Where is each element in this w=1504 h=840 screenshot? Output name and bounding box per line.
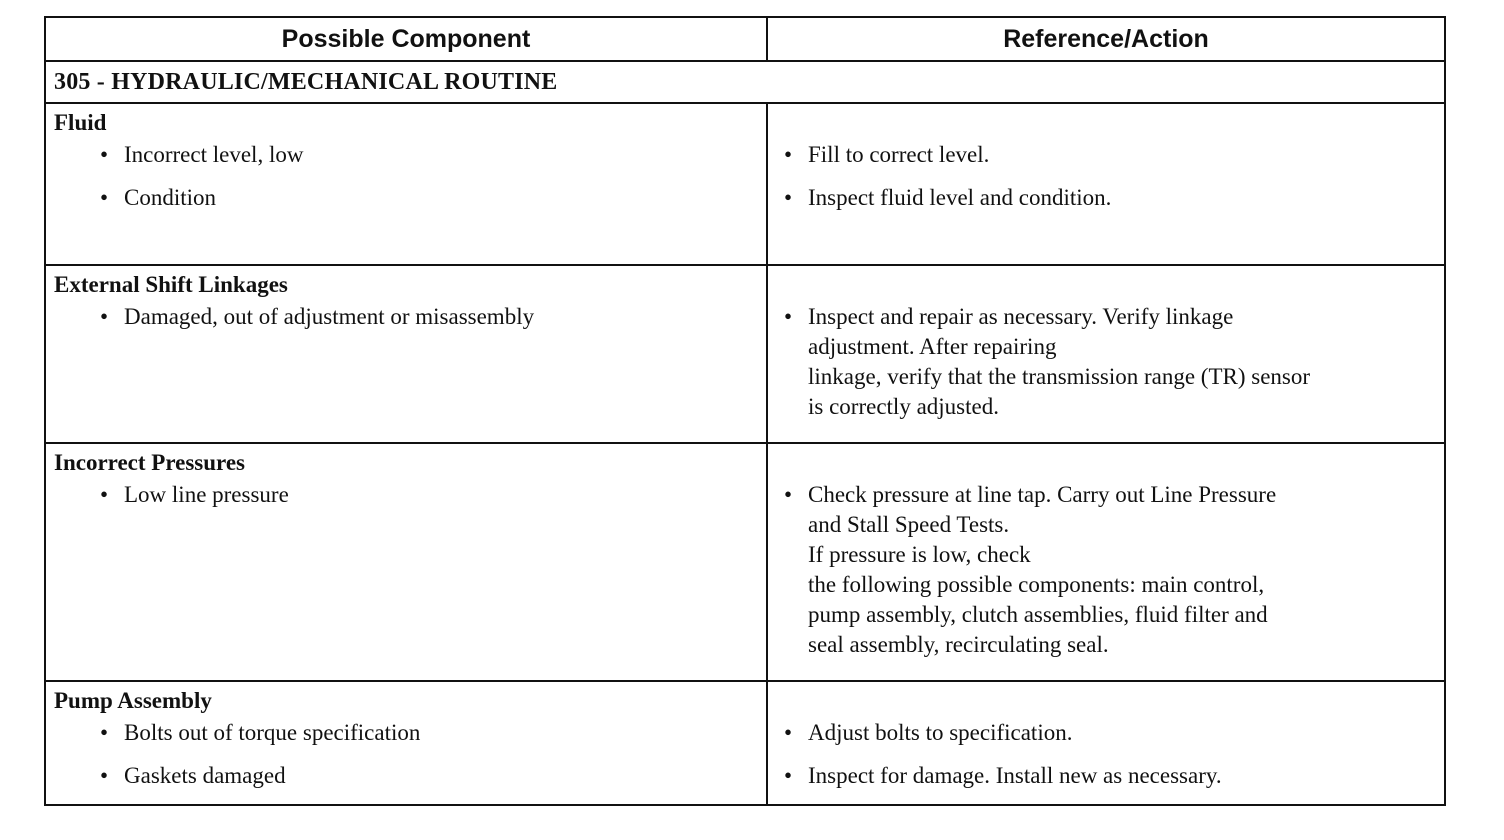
action-text: Inspect and repair as necessary. Verify linkage adjustment. After repairing linkage, verify that the transmission range (TR) sensor is correctly adjusted.: [808, 304, 1311, 419]
action-list: [768, 302, 1444, 422]
table-row: [45, 103, 1445, 265]
action-text: Check pressure at line tap. Carry out Line Pressure and Stall Speed Tests. If pressure is low, check the following possible components: main control, pump assembly, clutch assemblies, fluid filter and seal assembly, recirculating seal.: [808, 482, 1277, 657]
column-header-action: Reference/Action: [767, 17, 1445, 61]
bullet-icon: •: [784, 720, 793, 745]
table-header-row: [45, 17, 1445, 61]
group-title: Incorrect Pressures: [54, 450, 245, 475]
list-item: [46, 140, 766, 170]
bullet-icon: •: [784, 142, 793, 167]
component-list: [46, 140, 766, 213]
bullet-icon: •: [100, 304, 109, 329]
action-list: [768, 480, 1444, 660]
component-list: [46, 718, 766, 791]
table-row: [45, 681, 1445, 805]
routine-row: [45, 61, 1445, 103]
component-text: Bolts out of torque specification: [124, 720, 421, 745]
bullet-icon: •: [784, 763, 793, 788]
table-row: [45, 265, 1445, 443]
action-text: Fill to correct level.: [808, 142, 990, 167]
component-text: Condition: [124, 185, 217, 210]
list-item: [46, 183, 766, 213]
list-item: [768, 761, 1444, 791]
list-item: [768, 718, 1444, 748]
bullet-icon: •: [784, 482, 793, 507]
table-row: [45, 443, 1445, 681]
component-text: Gaskets damaged: [124, 763, 286, 788]
bullet-icon: •: [100, 142, 109, 167]
component-cell: [45, 103, 767, 265]
bullet-icon: •: [100, 763, 109, 788]
group-title: External Shift Linkages: [54, 272, 288, 297]
component-text: Incorrect level, low: [124, 142, 304, 167]
bullet-icon: •: [100, 720, 109, 745]
list-item: [768, 183, 1444, 213]
list-item: [768, 302, 1444, 422]
action-list: [768, 718, 1444, 791]
bullet-icon: •: [784, 304, 793, 329]
action-cell: [767, 443, 1445, 681]
list-item: [768, 140, 1444, 170]
bullet-icon: •: [100, 482, 109, 507]
action-cell: [767, 103, 1445, 265]
group-title: Fluid: [54, 110, 107, 135]
component-list: [46, 302, 766, 332]
column-header-component: Possible Component: [45, 17, 767, 61]
action-text: Adjust bolts to specification.: [808, 720, 1073, 745]
component-cell: [45, 443, 767, 681]
list-item: [46, 761, 766, 791]
bullet-icon: •: [784, 185, 793, 210]
action-cell: [767, 681, 1445, 805]
action-cell: [767, 265, 1445, 443]
component-list: [46, 480, 766, 510]
bullet-icon: •: [100, 185, 109, 210]
component-text: Low line pressure: [124, 482, 289, 507]
component-text: Damaged, out of adjustment or misassembly: [124, 304, 535, 329]
action-text: Inspect for damage. Install new as necessary.: [808, 763, 1222, 788]
group-title: Pump Assembly: [54, 688, 212, 713]
list-item: [46, 480, 766, 510]
action-text: Inspect fluid level and condition.: [808, 185, 1112, 210]
list-item: [46, 302, 766, 332]
action-list: [768, 140, 1444, 213]
diagnostic-table: [44, 16, 1446, 806]
routine-title: 305 - HYDRAULIC/MECHANICAL ROUTINE: [45, 61, 1445, 103]
component-cell: [45, 681, 767, 805]
list-item: [46, 718, 766, 748]
component-cell: [45, 265, 767, 443]
list-item: [768, 480, 1444, 660]
